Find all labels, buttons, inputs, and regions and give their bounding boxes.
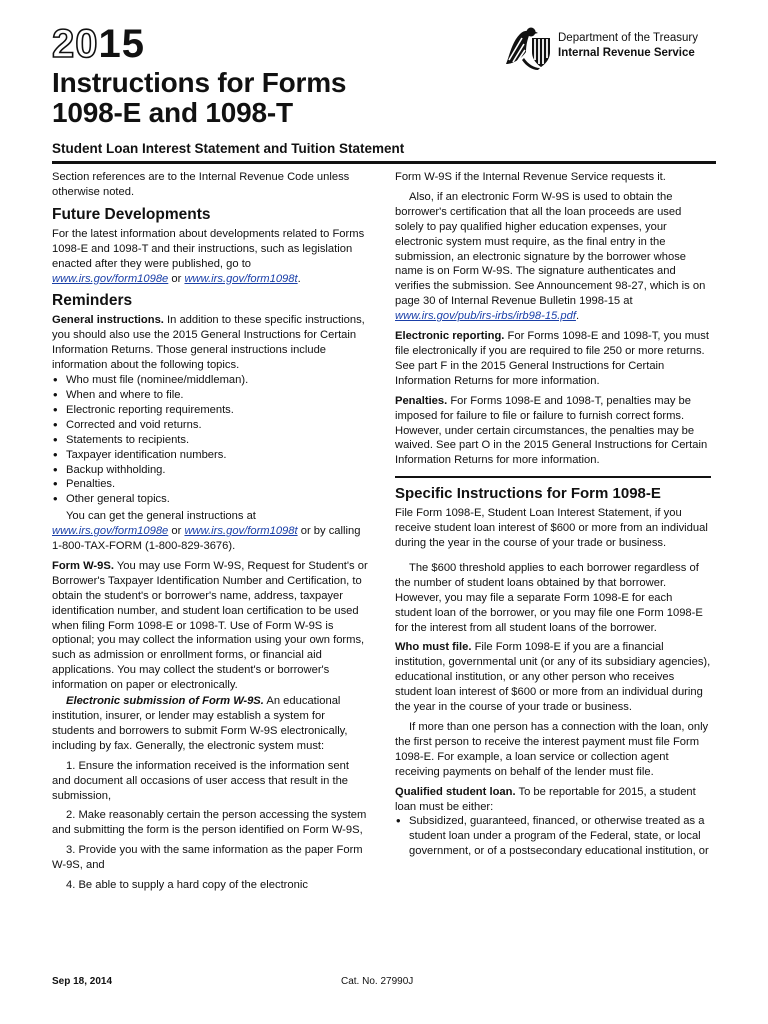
form1098e-link[interactable]: www.irs.gov/form1098e	[52, 525, 169, 538]
department-name: Department of the Treasury	[558, 32, 698, 44]
form1098t-link[interactable]: www.irs.gov/form1098t	[184, 272, 298, 285]
continued-paragraph: Form W-9S if the Internal Revenue Service requests it.	[395, 171, 666, 183]
list-item: • Backup withholding.	[52, 463, 368, 478]
general-instructions-paragraph	[52, 313, 368, 373]
electronic-signature-text: Also, if an electronic Form W-9S is used to obtain the borrower's certification that all the loan proceeds are used solely to pay qualified higher education expenses, your electronic system must require, as the final entry in the submission, an electronic signature by the borrower whose name is on Form W-9S. The signature authenticates and verifies the submission. See Announcement 98-27, which is on page 30 of Internal Revenue Bulletin 1998-15 at	[395, 190, 706, 308]
list-item: • Subsidized, guaranteed, financed, or otherwise treated as a student loan under a program of the Federal, state, or local government, or of a postsecondary educational institution, or	[395, 814, 711, 859]
qualified-loan-list	[395, 814, 711, 859]
future-or: or	[171, 272, 182, 285]
penalties-label: Penalties.	[395, 394, 448, 407]
form-w9s-label: Form W-9S.	[52, 559, 114, 572]
electronic-submission-label: Electronic submission of Form W-9S.	[66, 695, 264, 708]
form-w9s-paragraph	[52, 559, 368, 693]
header-rule	[52, 161, 716, 164]
who-must-file-text: File Form 1098-E if you are a financial institution, governmental unit (or any of its subsidiary agencies), educational institution, or any other person who receives student loan interest of $600 or more from an individual during the year in the course of your trade or business.	[395, 641, 711, 714]
step-item: 2. Make reasonably certain the person accessing the system and submitting the form is the person identified on Form W-9S,	[52, 809, 367, 837]
future-developments-paragraph	[52, 227, 368, 287]
form1098t-link[interactable]: www.irs.gov/form1098t	[184, 525, 298, 538]
specific-instructions-paragraph: File Form 1098-E, Student Loan Interest Statement, if you receive student loan interest of $600 or more from an individual during the year in the course of your trade or business.	[395, 507, 708, 550]
bureau-name: Internal Revenue Service	[558, 47, 695, 59]
general-topics-list	[52, 373, 368, 507]
electronic-signature-paragraph	[395, 190, 711, 324]
year-heading	[52, 22, 145, 66]
qualified-student-loan-paragraph	[395, 785, 711, 815]
electronic-submission-text: An educational institution, insurer, or lender may establish a system for students and borrowers to submit Form W-9S electronically, including by fax. Generally, the electronic system must:	[52, 695, 348, 752]
threshold-paragraph: The $600 threshold applies to each borrower regardless of the number of student loans obtained by that borrower. However, you may file a separate Form 1098-E for each student loan of the borrower, or you may file one Form 1098-E for the interest from all student loans of the borrower.	[395, 561, 703, 634]
future-end: .	[297, 272, 301, 285]
irs-eagle-logo-icon	[504, 24, 552, 70]
step-item: 1. Ensure the information received is the information sent and document all occasions of user access that result in the submission,	[52, 759, 349, 802]
penalties-paragraph	[395, 394, 711, 469]
who-must-file-label: Who must file.	[395, 641, 472, 654]
qualified-student-loan-text: To be reportable for 2015, a student loan must be either:	[395, 785, 696, 813]
year-outline-digits: 20	[52, 22, 99, 66]
year-solid-digits: 15	[98, 22, 145, 66]
qualified-student-loan-label: Qualified student loan.	[395, 785, 516, 798]
document-title	[52, 68, 346, 128]
title-line-2: 1098-E and 1098-T	[52, 97, 293, 128]
title-line-1: Instructions for Forms	[52, 67, 347, 98]
step-item: 4. Be able to supply a hard copy of the electronic	[66, 879, 308, 892]
list-item: • Statements to recipients.	[52, 433, 368, 448]
intro-paragraph: Section references are to the Internal Revenue Code unless otherwise noted.	[52, 171, 350, 198]
form1098e-link[interactable]: www.irs.gov/form1098e	[52, 272, 169, 285]
reminders-heading: Reminders	[52, 292, 133, 310]
electronic-submission-paragraph	[52, 694, 368, 754]
list-item: • Penalties.	[52, 477, 368, 492]
irb98-15-link[interactable]: www.irs.gov/pub/irs-irbs/irb98-15.pdf	[395, 310, 576, 323]
revision-date: Sep 18, 2014	[52, 976, 113, 987]
document-subtitle: Student Loan Interest Statement and Tuition Statement	[52, 141, 405, 156]
list-item: • When and where to file.	[52, 388, 368, 403]
list-item: • Taxpayer identification numbers.	[52, 448, 368, 463]
who-must-file-paragraph	[395, 640, 711, 715]
specific-instructions-heading: Specific Instructions for Form 1098-E	[395, 476, 711, 504]
list-item: • Corrected and void returns.	[52, 418, 368, 433]
agency-block	[558, 31, 698, 61]
form-w9s-text: You may use Form W-9S, Request for Student's or Borrower's Taxpayer Identification Number and Certification, to obtain the student's or borrower's name, address, taxpayer identification number, and student loan certification to be used when filing Form 1098-E or 1098-T. Use of Form W-9S is optional; you may collect the information using your own forms, such as admission or enrollment forms, or financial aid applications. You may collect the student's or borrower's information on paper or electronically.	[52, 559, 368, 692]
electronic-reporting-label: Electronic reporting.	[395, 330, 505, 343]
get-instructions-paragraph	[52, 509, 368, 554]
left-column	[52, 170, 368, 898]
list-item: • Who must file (nominee/middleman).	[52, 373, 368, 388]
multiple-persons-paragraph: If more than one person has a connection with the loan, only the first person to receive the interest payment must file Form 1098-E. For example, a loan service or collection agent receiving payments on behalf of the lender must file.	[395, 721, 709, 778]
future-text: For the latest information about developments related to Forms 1098-E and 1098-T and their instructions, such as legislation enacted after they were published, go to	[52, 227, 365, 270]
list-item: • Other general topics.	[52, 492, 368, 507]
penalties-text: For Forms 1098-E and 1098-T, penalties may be imposed for failure to file or failure to furnish correct forms. However, under certain circumstances, the penalties may be waived. See part O in the 2015 General Instructions for Certain Information Returns for more information.	[395, 394, 708, 467]
step-item: 3. Provide you with the same information as the paper Form W-9S, and	[52, 844, 363, 872]
list-item: • Electronic reporting requirements.	[52, 403, 368, 418]
electronic-signature-end: .	[575, 310, 580, 323]
catalog-number: Cat. No. 27990J	[341, 976, 414, 987]
electronic-reporting-text: For Forms 1098-E and 1098-T, you must file electronically if you are required to file 250 or more returns. See part F in the 2015 General Instructions for Certain Information Returns for more information.	[395, 330, 709, 387]
get-instructions-or: or	[171, 525, 182, 538]
general-instructions-label: General instructions.	[52, 314, 164, 327]
electronic-reporting-paragraph	[395, 329, 711, 389]
right-column	[395, 170, 711, 861]
general-instructions-text: In addition to these specific instructions, you should also use the 2015 General Instructions for Certain Information Returns. Those general instructions include information about the following topics.	[52, 314, 365, 372]
get-instructions-end: or by calling 1-800-TAX-FORM (1-800-829-3676).	[52, 525, 361, 553]
get-instructions-text: You can get the general instructions at	[66, 510, 256, 523]
future-developments-heading: Future Developments	[52, 205, 211, 223]
